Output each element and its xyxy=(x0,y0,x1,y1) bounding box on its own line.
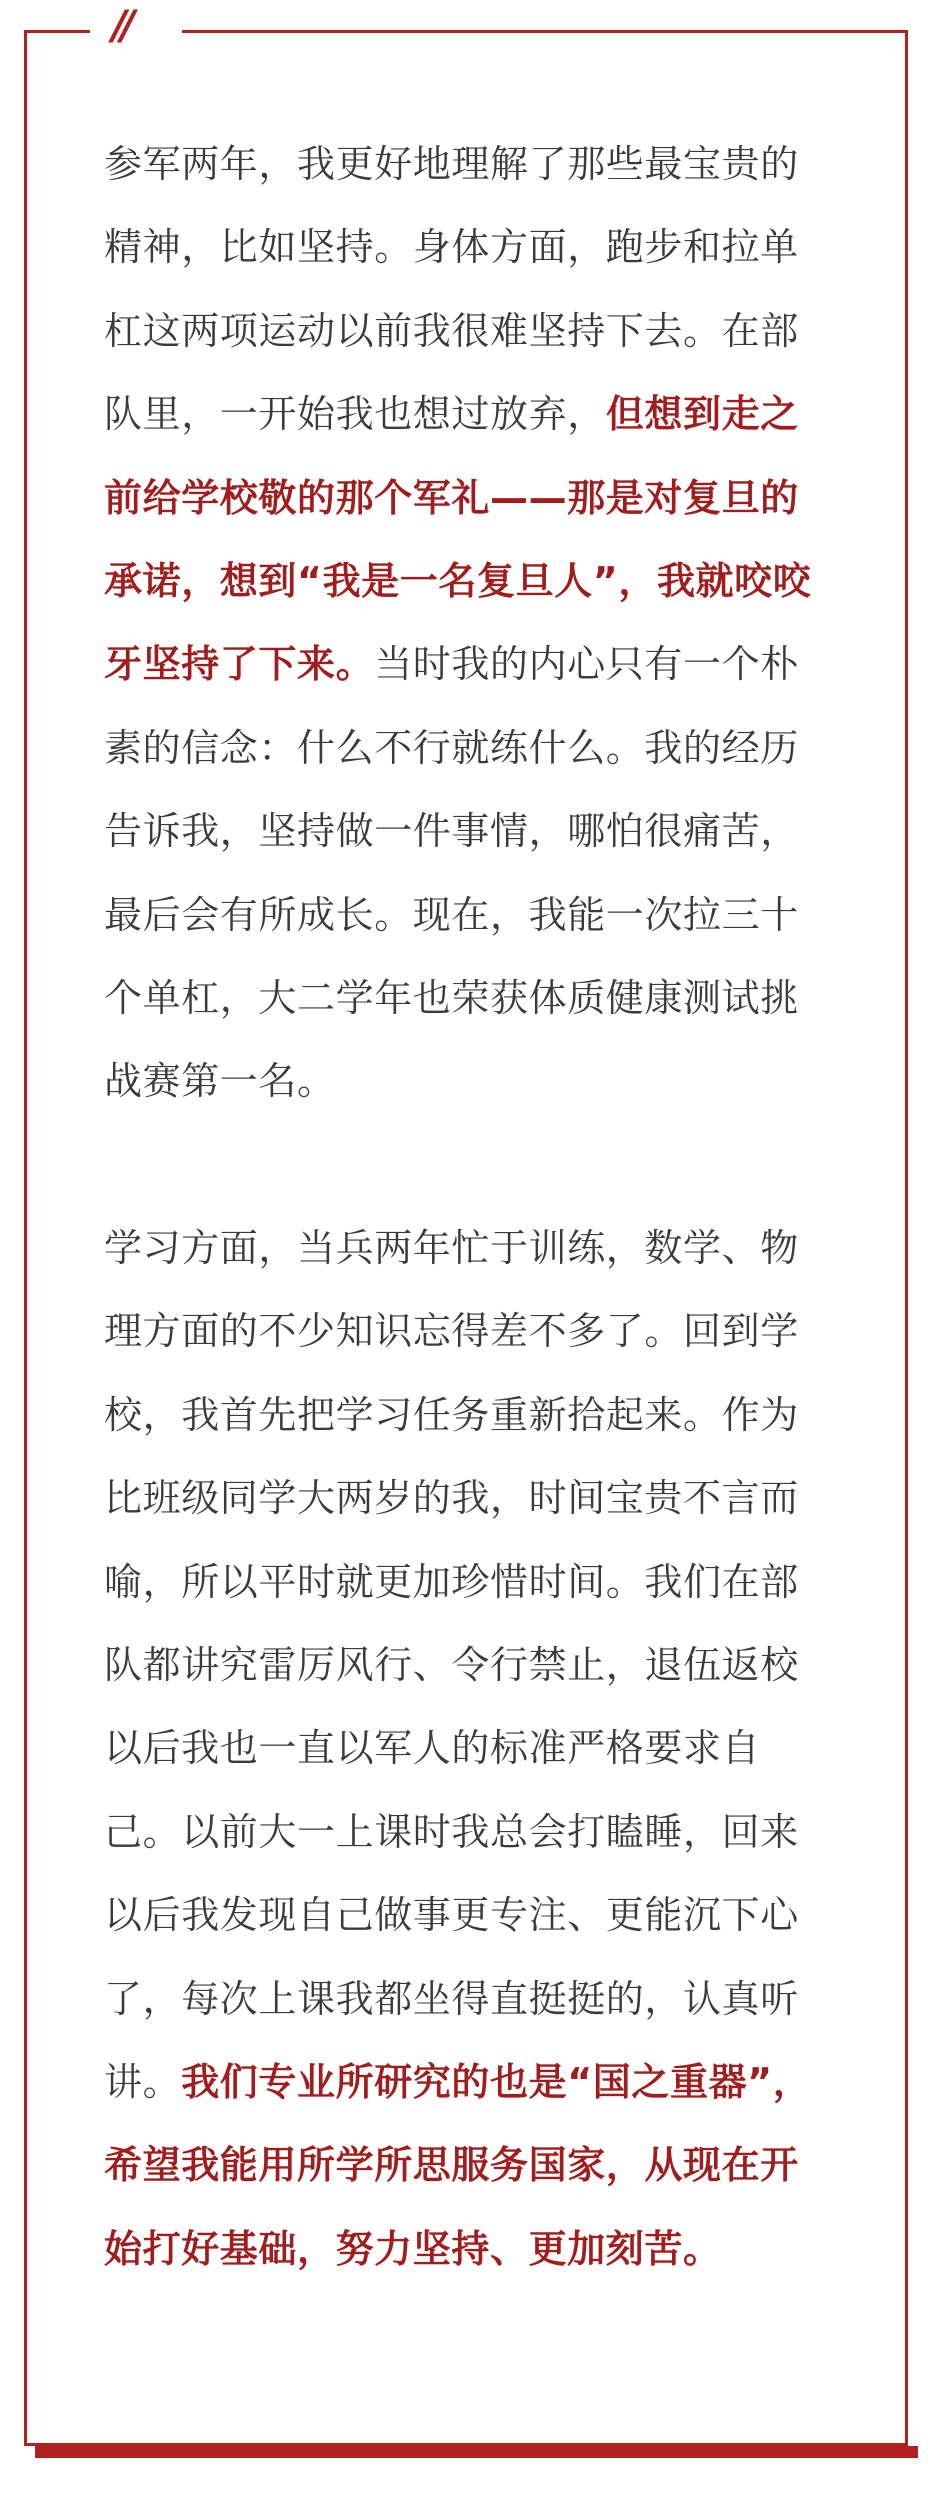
paragraph-military-persistence xyxy=(104,123,834,1124)
frame-top-gap xyxy=(90,24,182,38)
highlighted-text: 但想到走之前给学校敬的那个军礼——那是对复旦的承诺，想到“我是一名复旦人”，我就咬咬牙坚持了下来。 xyxy=(104,392,812,687)
double-slash-icon: // xyxy=(112,3,130,49)
paragraph-text: 学习方面，当兵两年忙于训练，数学、物理方面的不少知识忘得差不多了。回到学校，我首先把学习任务重新拾起来。作为比班级同学大两岁的我，时间宝贵不言而喻，所以平时就更加珍惜时间。我们在部队都讲究雷厉风行、令行禁止，退伍返校以后我也一直以军人的标准严格要求自己。以前大一上课时我总会打瞌睡，回来以后我发现自己做事更专注、更能沉下心了，每次上课我都坐得直挺挺的，认真听讲。 xyxy=(104,1225,799,2104)
paragraph-text: 当时我的内心只有一个朴素的信念：什么不行就练什么。我的经历告诉我，坚持做一件事情，哪怕很痛苦，最后会有所成长。现在，我能一次拉三十个单杠，大二学年也荣获体质健康测试挑战赛第一名。 xyxy=(104,642,799,1104)
paragraph-text: 参军两年，我更好地理解了那些最宝贵的精神，比如坚持。身体方面，跑步和拉单杠这两项运动以前我很难坚持下去。在部队里，一开始我也想过放弃， xyxy=(104,142,799,437)
frame-shadow-bar xyxy=(35,2446,918,2458)
paragraph-study xyxy=(104,1207,834,2291)
highlighted-text: 我们专业所研究的也是“国之重器”，希望我能用所学所思服务国家，从现在开始打好基础，努力坚持、更加刻苦。 xyxy=(104,2059,812,2271)
article-body xyxy=(104,123,834,2291)
